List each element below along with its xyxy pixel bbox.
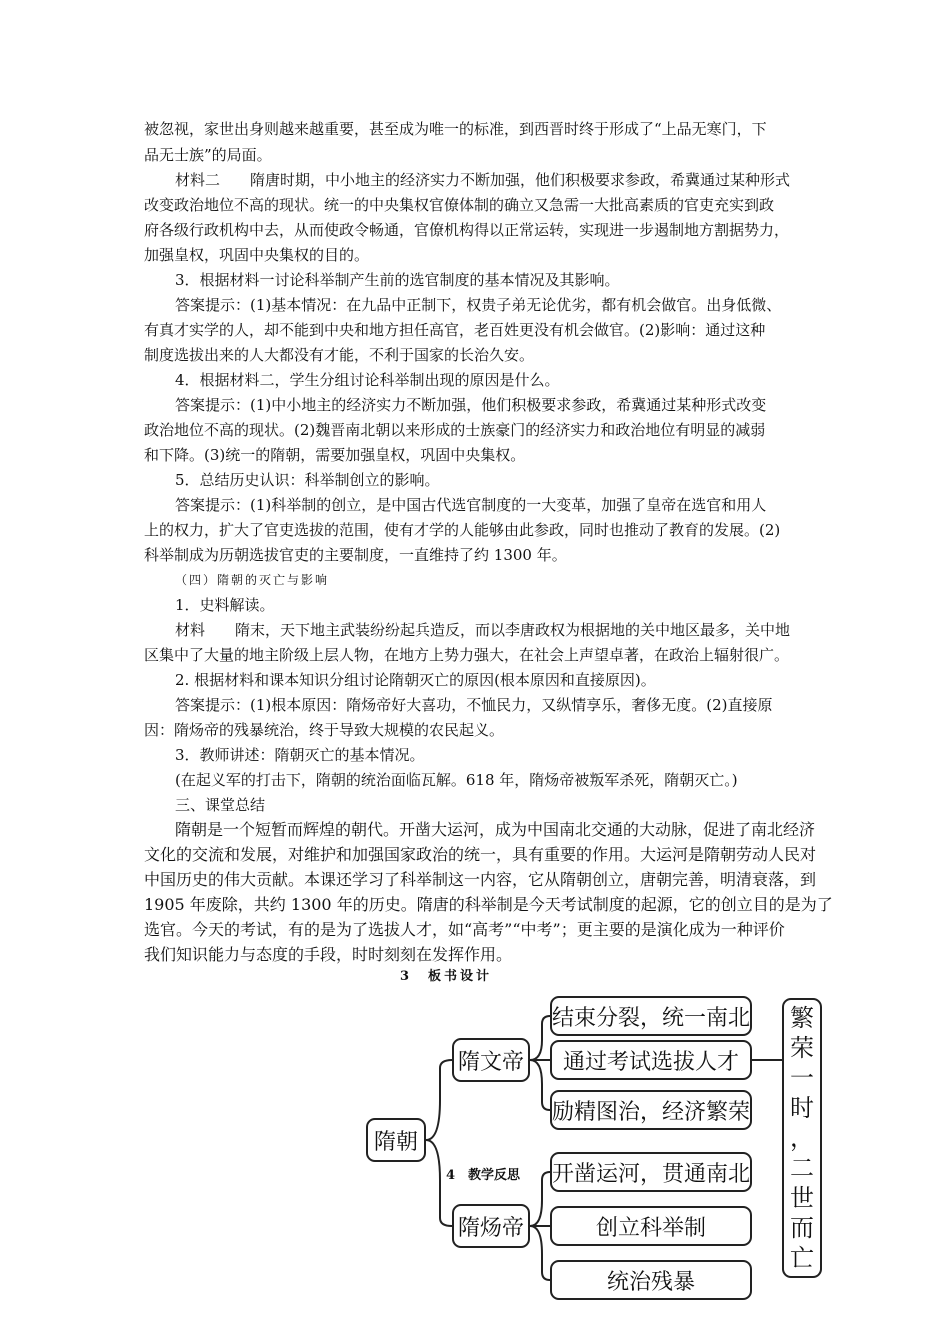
emperor-node-wen [452,1038,530,1082]
text-line: 答案提示：(1)科举制的创立，是中国古代选官制度的一大变革，加强了皇帝在选官和用人 [175,496,767,514]
item-node [550,996,752,1036]
item-label: 创立科举制 [595,1215,706,1241]
text-line: 区集中了大量的地主阶级上层人物，在地方上势力强大，在社会上声望卓著，在政治上辐射很广。 [144,646,790,664]
text-line: 科举制成为历朝选拔官吏的主要制度，一直维持了约 1300 年。 [144,546,567,564]
text-line: 和下降。(3)统一的隋朝，需要加强皇权，巩固中央集权。 [144,446,526,464]
summary-char: 繁 [790,1004,814,1032]
connector-e2-item6 [530,1226,550,1280]
text-line: 因：隋炀帝的残暴统治，终于导致大规模的农民起义。 [144,721,505,739]
item-label: 通过考试选拔人才 [562,1049,739,1075]
text-line: 有真才实学的人，却不能到中央和地方担任高官，老百姓更没有机会做官。(2)影响：通过这种 [144,321,766,339]
section-heading: 三、课堂总结 [175,796,266,814]
section-heading-board-design: 3 板书设计 [400,969,493,984]
text-line: 文化的交流和发展，对维护和加强国家政治的统一，具有重要的作用。大运河是隋朝劳动人民对 [144,845,817,864]
text-line: 制度选拔出来的人大都没有才能，不利于国家的长治久安。 [144,346,535,364]
text-line: 选官。今天的考试，有的是为了选拔人才，如“高考”“中考”；更主要的是演化成为一种评价 [144,920,785,939]
emperor-label: 隋炀帝 [457,1215,524,1241]
text-line: 答案提示：(1)基本情况：在九品中正制下，权贵子弟无论优劣，都有机会做官。出身低微、 [175,296,782,314]
text-line: 我们知识能力与态度的手段，时时刻刻在发挥作用。 [144,945,513,964]
item-node [550,1152,752,1192]
connector-root-emperor1 [426,1060,452,1140]
item-label: 结束分裂，统一南北 [552,1005,751,1031]
text-line: 1905 年废除，共约 1300 年的历史。隋唐的科举制是今天考试制度的起源，它的创立目的是为了 [144,895,833,914]
emperor-label: 隋文帝 [457,1049,524,1075]
summary-char: 二 [790,1154,814,1182]
board-design-diagram [360,990,840,1310]
text-line: 材料二 隋唐时期，中小地主的经济实力不断加强，他们积极要求参政，希冀通过某种形式 [175,171,791,189]
text-line: (在起义军的打击下，隋朝的统治面临瓦解。618 年，隋炀帝被叛军杀死，隋朝灭亡。) [175,771,738,789]
summary-char: 时 [790,1094,814,1122]
text-line: 政治地位不高的现状。(2)魏晋南北朝以来形成的士族豪门的经济实力和政治地位有明显的减弱 [144,421,766,439]
item-label: 开凿运河，贯通南北 [552,1161,751,1187]
text-line: 答案提示：(1)中小地主的经济实力不断加强，他们积极要求参政，希冀通过某种形式改变 [175,396,767,414]
item-label: 统治残暴 [606,1269,695,1295]
text-line: 中国历史的伟大贡献。本课还学习了科举制这一内容，它从隋朝创立，唐朝完善，明清衰落，到 [144,870,817,889]
text-line: 1．史料解读。 [175,596,275,614]
text-line: 加强皇权，巩固中央集权的目的。 [144,246,370,264]
summary-node [782,998,822,1278]
item-node [550,1260,752,1300]
text-line: 被忽视，家世出身则越来越重要，甚至成为唯一的标准，到西晋时终于形成了“上品无寒门，下 [144,120,767,138]
text-line: 4．根据材料二，学生分组讨论科举制出现的原因是什么。 [175,371,560,389]
text-line: 上的权力，扩大了官吏选拔的范围，使有才学的人能够由此参政，同时也推动了教育的发展。(2) [144,521,781,539]
connector-e2-item4 [530,1172,550,1226]
subsection-heading: （四）隋朝的灭亡与影响 [175,573,330,587]
summary-char: 荣 [790,1034,814,1062]
connector-root-emperor2 [426,1140,452,1226]
text-line: 隋朝是一个短暂而辉煌的朝代。开凿大运河，成为中国南北交通的大动脉，促进了南北经济 [175,820,816,839]
item-node [550,1206,752,1246]
item-label: 励精图治，经济繁荣 [552,1099,751,1125]
text-line: 材料 隋末，天下地主武装纷纷起兵造反，而以李唐政权为根据地的关中地区最多，关中地 [175,621,791,639]
item-node [550,1090,752,1130]
text-line: 5．总结历史认识：科举制创立的影响。 [175,471,440,489]
text-line: 改变政治地位不高的现状。统一的中央集权官僚体制的确立又急需一大批高素质的官吏充实到政 [144,196,775,214]
item-node [550,1040,752,1080]
text-line: 府各级行政机构中去，从而使政令畅通，官僚机构得以正常运转，实现进一步遏制地方割据势力， [144,221,790,239]
root-node [366,1118,426,1162]
text-line: 2. 根据材料和课本知识分组讨论隋朝灭亡的原因(根本原因和直接原因)。 [175,671,656,689]
emperor-node-yang [452,1204,530,1248]
text-line: 3．根据材料一讨论科举制产生前的选官制度的基本情况及其影响。 [175,271,620,289]
text-line: 品无士族”的局面。 [144,146,272,164]
connector-e1-item3 [530,1060,550,1110]
connector-e1-item1 [530,1016,550,1060]
summary-char: 世 [790,1184,814,1212]
summary-char: 一 [790,1064,814,1092]
summary-char: ， [790,1124,814,1152]
root-label: 隋朝 [373,1129,418,1155]
text-line: 答案提示：(1)根本原因：隋炀帝好大喜功，不恤民力，又纵情享乐，奢侈无度。(2)直接原 [175,696,773,714]
summary-char: 而 [790,1214,814,1242]
text-line: 3．教师讲述：隋朝灭亡的基本情况。 [175,746,425,764]
summary-char: 亡 [790,1244,814,1272]
section-heading-reflection: 4 教学反思 [446,1168,521,1183]
